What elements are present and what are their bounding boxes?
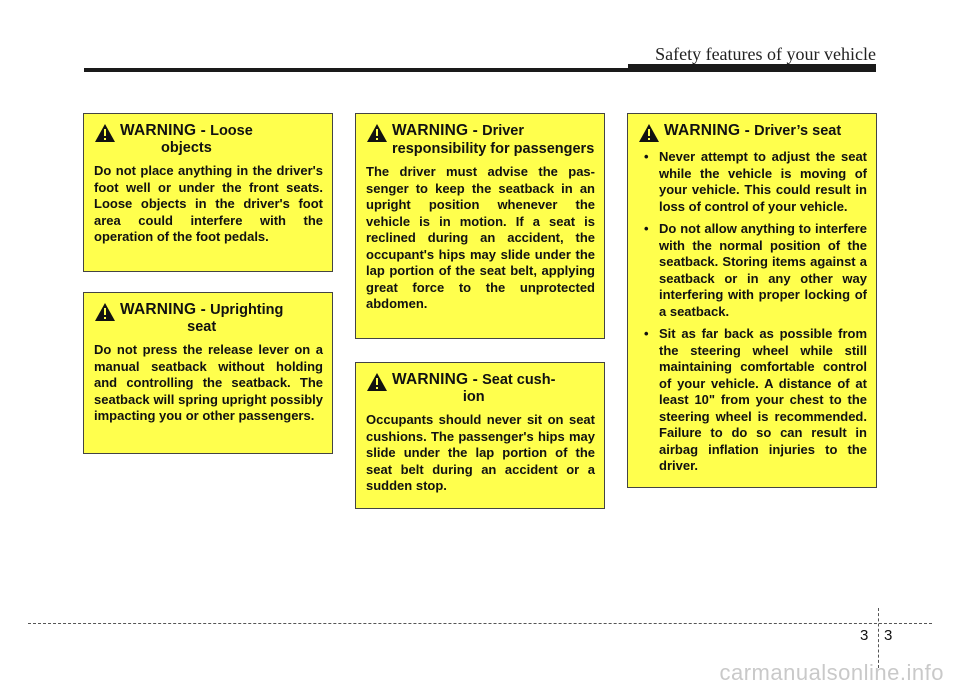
warning-body: Do not press the release lever on a manual seatback without holding and controlling the seatback. The seatback will spring upright possibly impacting you or other passengers.	[94, 342, 323, 423]
warning-topic: Seat cush-	[482, 372, 556, 388]
warning-topic: Uprighting	[210, 302, 284, 318]
warning-heading	[94, 122, 323, 157]
watermark: carmanualsonline.info	[719, 660, 944, 685]
warning-bullet-list	[638, 149, 867, 475]
warning-word: WARNING	[120, 122, 197, 139]
warning-triangle-icon	[366, 372, 388, 392]
warning-topic-cont: seat	[187, 319, 217, 335]
warning-word: WARNING	[664, 122, 741, 139]
warning-bullet: • Do not allow anything to interfere with the normal position of the seatback. Storing items against a seatback or in any other way interfering with proper locking of a seatback.	[638, 221, 867, 320]
warning-heading	[366, 122, 595, 158]
header-tab-bar	[628, 64, 876, 72]
warning-topic-cont: ion	[462, 389, 485, 405]
warning-box-loose-objects	[83, 113, 333, 272]
footer-page-divider	[878, 608, 879, 668]
warning-bullet: • Never attempt to adjust the seat while the vehicle is moving of your vehicle. This could result in loss of control of your vehicle.	[638, 149, 867, 215]
warning-box-uprighting-seat	[83, 292, 333, 454]
warning-box-driver-responsibility	[355, 113, 605, 339]
warning-triangle-icon	[94, 123, 116, 143]
warning-word: WARNING	[392, 371, 469, 388]
warning-bullet: • Sit as far back as possible from the steering wheel while still maintaining comfortable control of your vehicle. A distance of at least 10" from your chest to the steering wheel is recommended. Failure to do so can result in airbag inflation injuries to the driver.	[638, 326, 867, 475]
warning-word: WARNING	[120, 301, 197, 318]
warning-separator: -	[196, 301, 211, 318]
warning-separator: -	[740, 122, 755, 139]
warning-body: The driver must advise the passenger to keep the seatback in an upright position whenever the vehicle is in motion. If a seat is reclined during an accident, the occupant's hips may slide under the lap portion of the seat belt, applying great force to the unprotected abdomen.	[366, 164, 595, 311]
page-number: 3	[884, 627, 893, 644]
warning-separator: -	[468, 122, 483, 139]
warning-body: Occupants should never sit on seat cushions. The passenger's hips may slide under the lap portion of the seat belt during an accident or a sudden stop.	[366, 412, 595, 493]
warning-separator: -	[468, 371, 483, 388]
warning-box-drivers-seat	[627, 113, 877, 488]
warning-word: WARNING	[392, 122, 469, 139]
warning-topic: Driver’s seat	[754, 123, 842, 139]
warning-triangle-icon	[366, 123, 388, 143]
warning-triangle-icon	[94, 302, 116, 322]
warning-box-seat-cushion	[355, 362, 605, 509]
warning-heading	[638, 122, 867, 143]
footer-dashed-rule	[28, 623, 932, 624]
warning-topic: Loose	[210, 123, 253, 139]
warning-body: Do not place anything in the driver's foot well or under the front seats. Loose objects in the driver's foot area could interfere with the operation of the foot pedals.	[94, 163, 323, 244]
warning-heading	[366, 371, 595, 406]
warning-topic: Driver responsibility for passengers	[392, 123, 595, 157]
section-title: Safety features of your vehicle	[655, 44, 876, 64]
warning-heading	[94, 301, 323, 336]
warning-topic-cont: objects	[161, 140, 212, 156]
chapter-number: 3	[860, 627, 869, 644]
warning-separator: -	[196, 122, 211, 139]
warning-triangle-icon	[638, 123, 660, 143]
